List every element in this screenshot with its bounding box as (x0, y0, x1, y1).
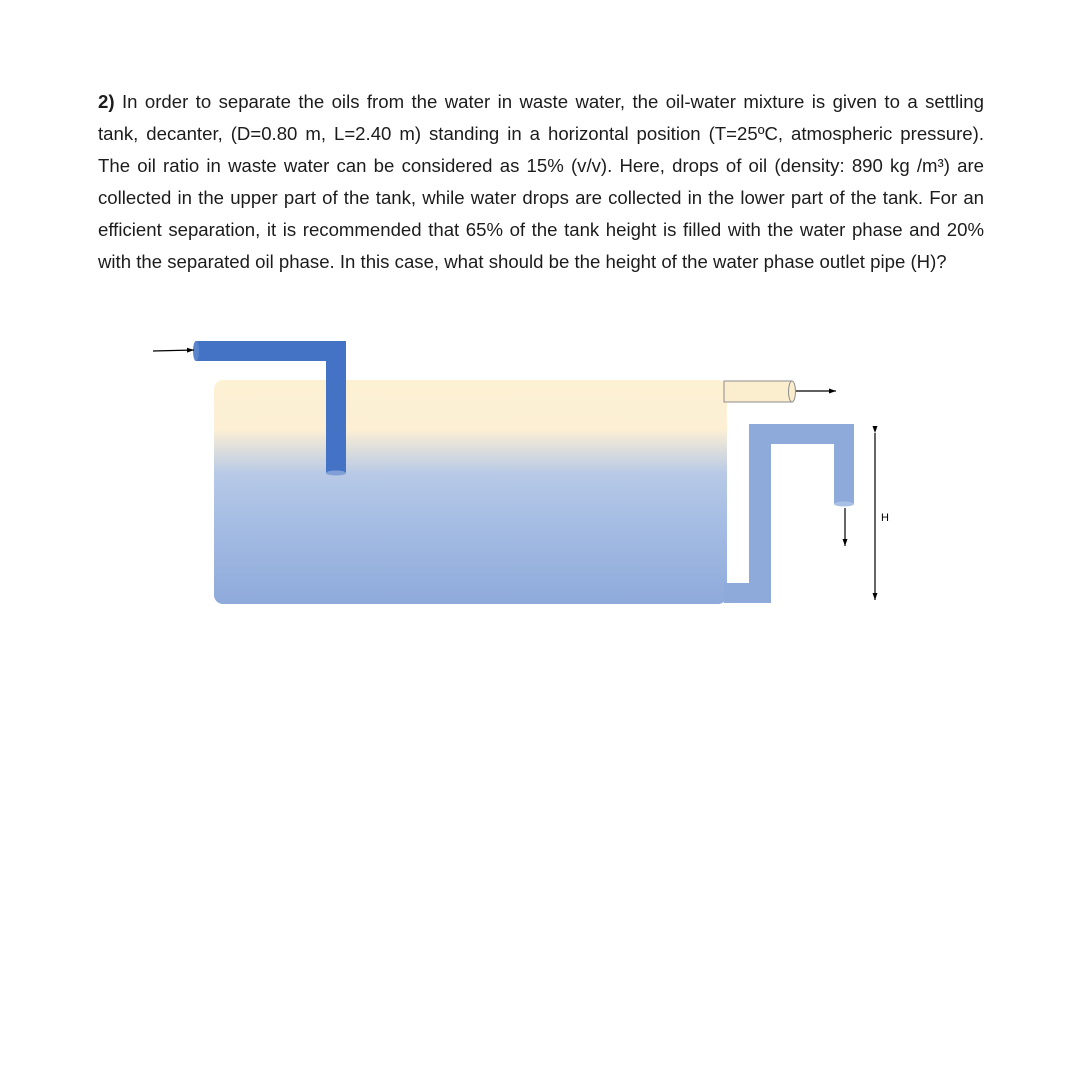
problem-text: In order to separate the oils from the water in waste water, the oil-water mixture is given to a settling tank, decanter, (D=0.80 m, L=2.40 m) standing in a horizontal position (T=25ºC, atmospheric pressure). The oil ratio in waste water can be considered as 15% (v/v). Here, drops of oil (density: 890 kg /m³) are collected in the upper part of the tank, while water drops are collected in the lower part of the tank. For an efficient separation, it is recommended that 65% of the tank height is filled with the water phase and 20% with the separated oil phase. In this case, what should be the height of the water phase outlet pipe (H)? (98, 91, 984, 272)
oil-outlet-pipe (724, 381, 796, 402)
water-outlet-pipe (724, 424, 854, 603)
decanter-tank (214, 380, 727, 604)
height-label: H (881, 512, 889, 524)
problem-number: 2) (98, 91, 115, 112)
inlet-arrow (153, 350, 194, 351)
